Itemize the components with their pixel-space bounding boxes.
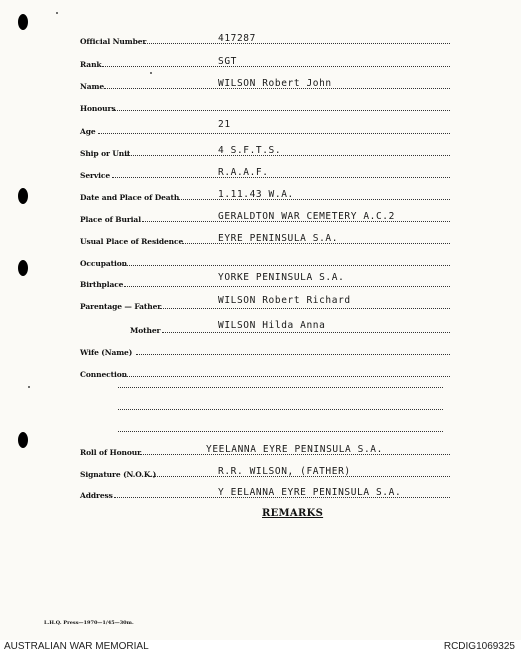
ink-speck (28, 386, 30, 388)
field-label: Service (80, 171, 110, 180)
field-label: Date and Place of Death (80, 193, 180, 202)
footer-reference: RCDIG1069325 (443, 641, 515, 652)
dotted-line (136, 354, 450, 355)
field-father (80, 297, 450, 311)
field-value: WILSON Hilda Anna (218, 320, 326, 331)
field-label: Signature (N.O.K.) (80, 470, 157, 479)
field-label: Name (80, 82, 105, 91)
dotted-line (160, 308, 450, 309)
field-value: WILSON Robert John (218, 78, 332, 89)
punch-hole (18, 432, 28, 448)
field-value: WILSON Robert Richard (218, 295, 351, 306)
field-label: Connection (80, 370, 127, 379)
dotted-line (144, 43, 450, 44)
field-value: 4 S.F.T.S. (218, 145, 282, 156)
field-value: YORKE PENINSULA S.A. (218, 272, 345, 283)
field-value: 1.11.43 W.A. (218, 189, 294, 200)
dotted-line (102, 66, 450, 67)
field-label: Honours (80, 104, 116, 113)
remarks-heading: REMARKS (262, 508, 324, 519)
printer-mark: L.H.Q. Press—1970—1/45—30m. (44, 620, 134, 626)
field-occupation (80, 254, 450, 268)
field-connection (80, 365, 450, 379)
punch-hole (18, 260, 28, 276)
field-honours (80, 99, 450, 113)
dotted-line (112, 177, 450, 178)
dotted-line (112, 110, 450, 111)
field-label: Address (80, 491, 113, 500)
footer-institution: AUSTRALIAN WAR MEMORIAL (4, 641, 149, 652)
field-date-place-death (80, 188, 450, 202)
field-label: Usual Place of Residence (80, 237, 184, 246)
field-value: 417287 (218, 33, 256, 44)
field-label: Roll of Honour (80, 448, 141, 457)
ink-speck (56, 12, 58, 14)
field-value: 21 (218, 119, 231, 130)
field-label: Place of Burial (80, 215, 141, 224)
dotted-line (126, 155, 450, 156)
archive-footer (0, 640, 521, 654)
field-birthplace (80, 272, 450, 289)
field-place-of-burial (80, 210, 450, 224)
field-label: Rank (80, 60, 102, 69)
field-label: Mother (130, 326, 161, 335)
field-label: Birthplace (80, 280, 124, 289)
field-usual-residence (80, 232, 450, 246)
field-value: EYRE PENINSULA S.A. (218, 233, 339, 244)
connection-line (118, 431, 443, 432)
field-name (80, 77, 450, 91)
field-value: R.R. WILSON, (FATHER) (218, 466, 351, 477)
dotted-line (162, 332, 450, 333)
field-mother (130, 321, 450, 335)
field-service (80, 166, 450, 180)
field-label: Official Number (80, 37, 147, 46)
field-ship-or-unit (80, 144, 450, 158)
field-age (80, 119, 450, 136)
field-value: SGT (218, 56, 237, 67)
dotted-line (124, 376, 450, 377)
field-value: R.A.A.F. (218, 167, 269, 178)
connection-line (118, 387, 443, 388)
punch-hole (18, 188, 28, 204)
field-label: Wife (Name) (80, 348, 133, 357)
field-label: Ship or Unit (80, 149, 131, 158)
field-label: Parentage — Father (80, 302, 162, 311)
field-signature (80, 465, 450, 479)
field-value: YEELANNA EYRE PENINSULA S.A. (206, 444, 383, 455)
dotted-line (124, 265, 450, 266)
field-label: Age (80, 127, 96, 136)
field-rank (80, 55, 450, 69)
field-value: GERALDTON WAR CEMETERY A.C.2 (218, 211, 395, 222)
field-value: Y EELANNA EYRE PENINSULA S.A. (218, 487, 402, 498)
ink-speck (150, 72, 152, 74)
field-label: Occupation (80, 259, 127, 268)
field-wife (80, 343, 450, 357)
field-address (80, 486, 450, 500)
punch-hole (18, 14, 28, 30)
dotted-line (98, 133, 450, 134)
dotted-line (124, 286, 450, 287)
field-official-number (80, 32, 450, 46)
connection-line (118, 409, 443, 410)
field-roll-of-honour (80, 443, 450, 457)
